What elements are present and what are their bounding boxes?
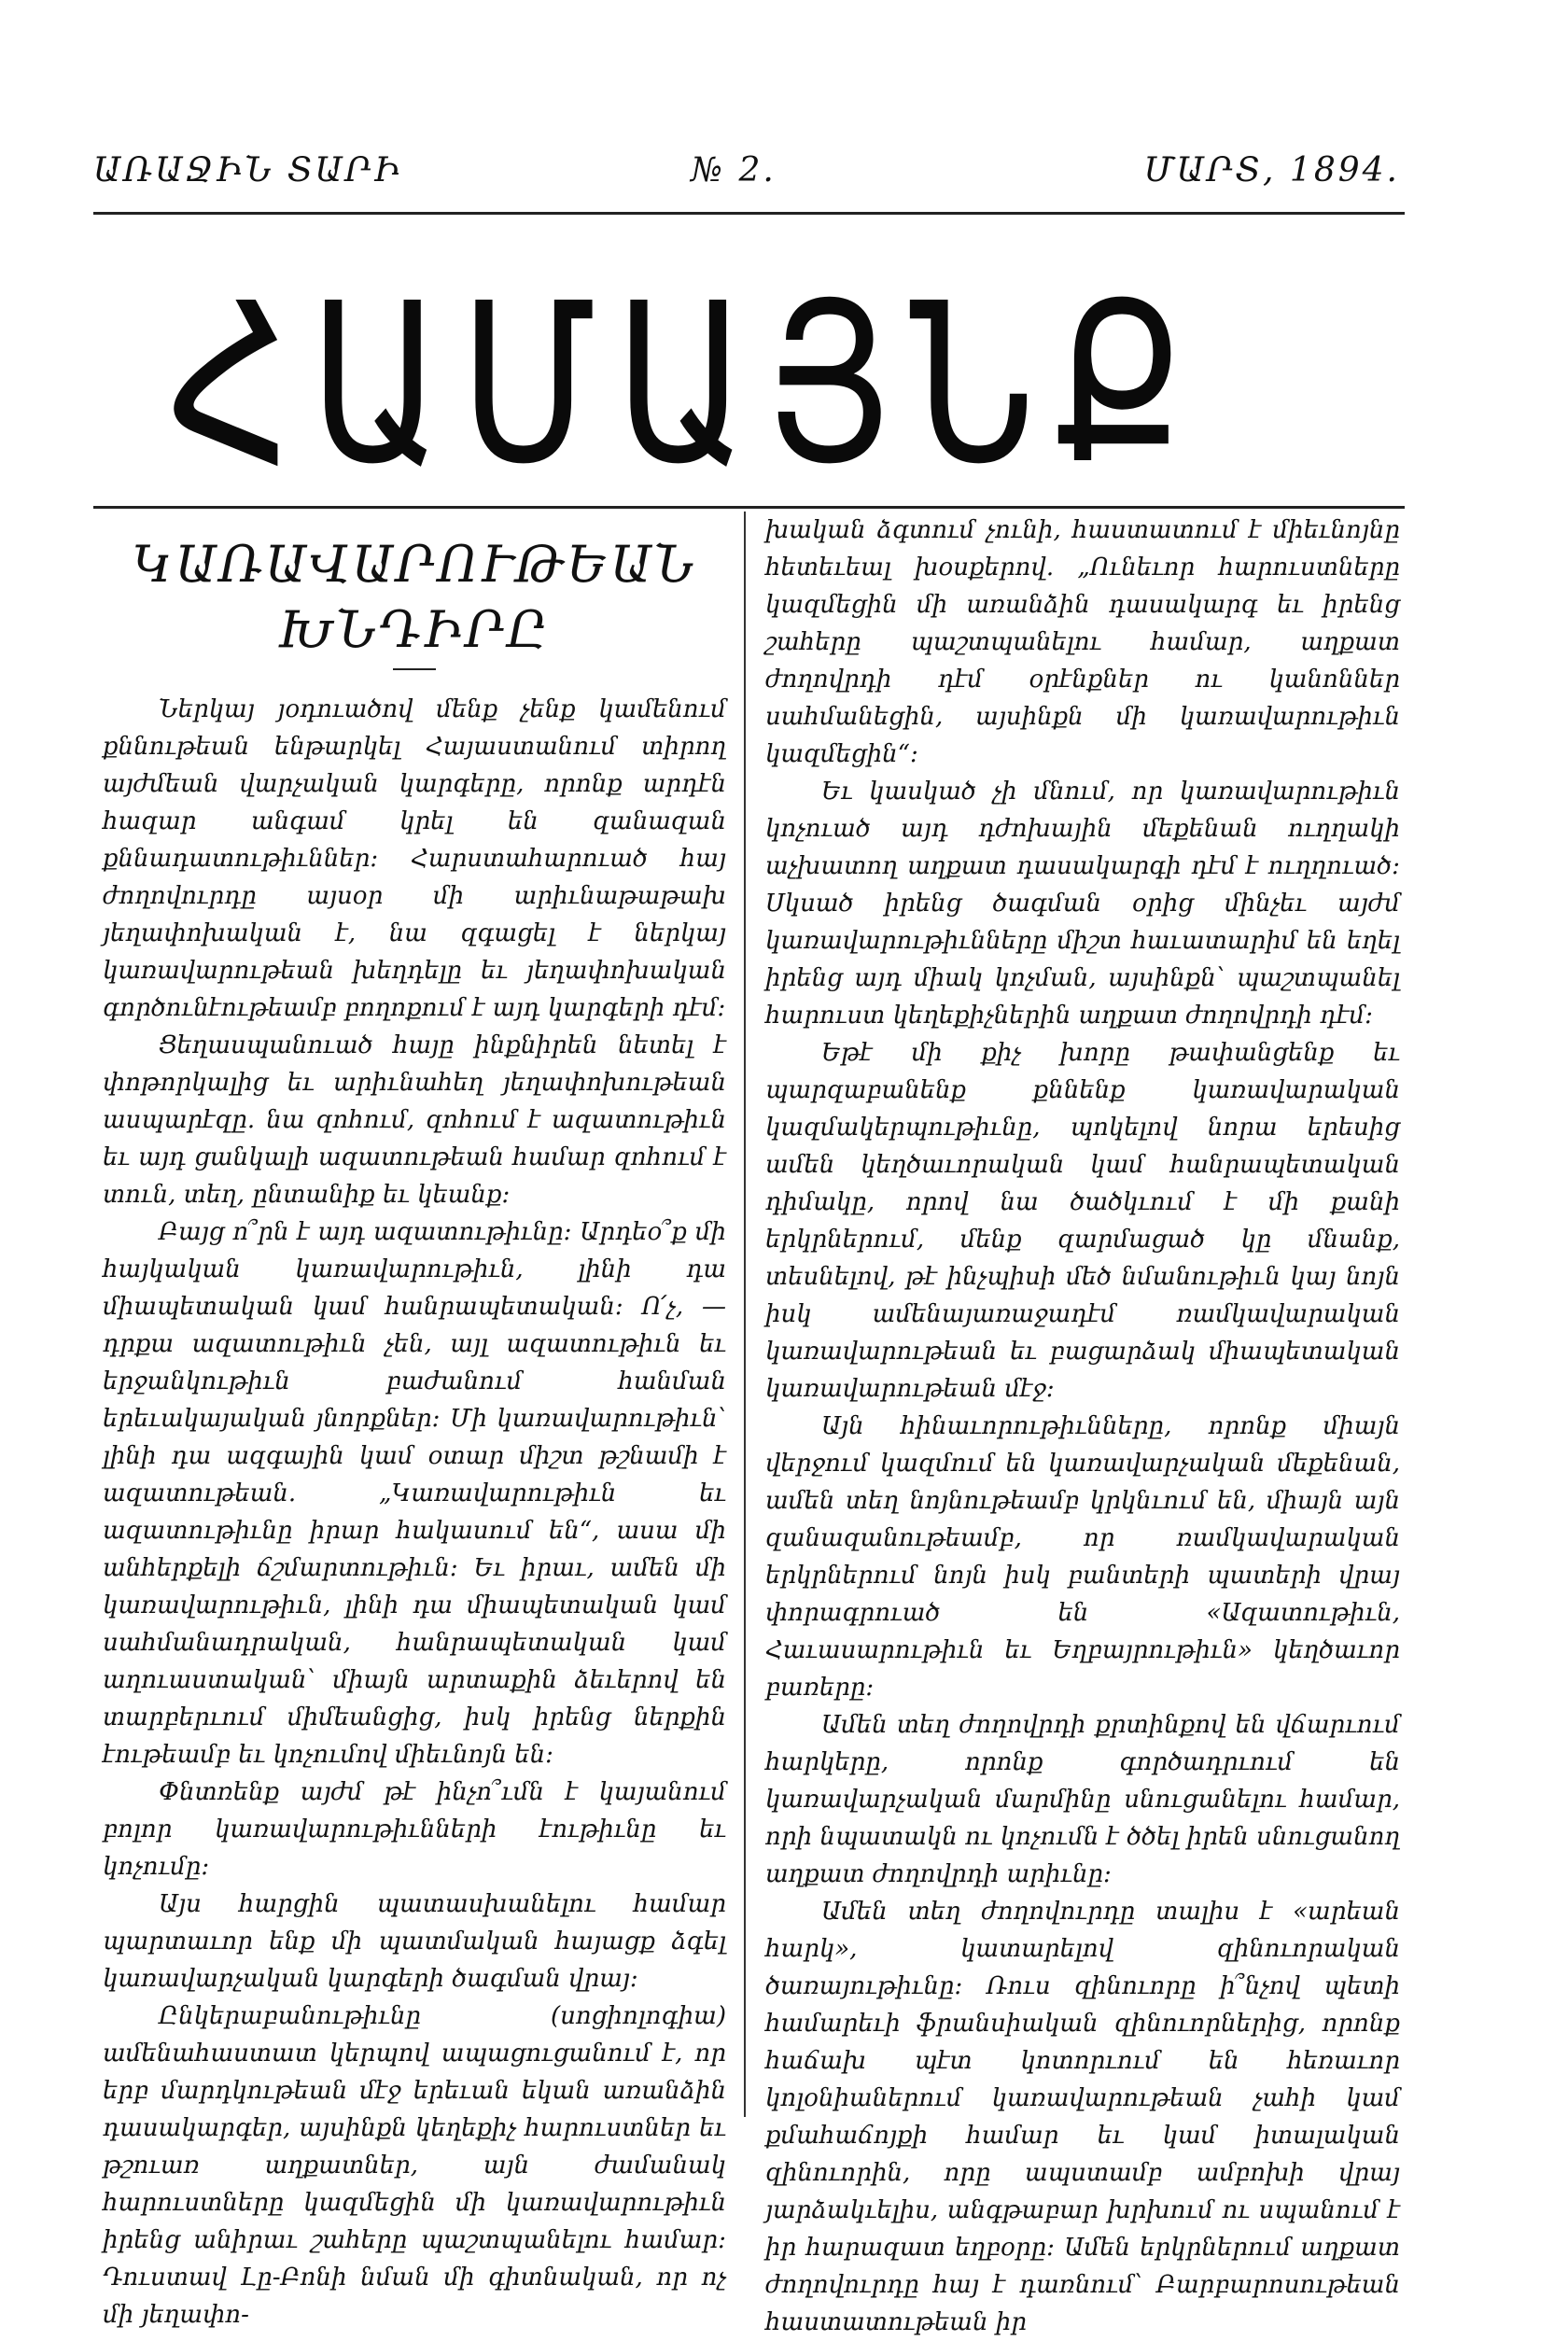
paragraph: Ամեն տեղ ժողովուրդը տալիս է «արեան հարկ», կատարելով զինուորական ծառայութիւնը։ Ռուս զինուորը ի՞նչով պետի համարեւի ֆրանսիական զինուորներից, որոնք հաճախ պէտ կոտորւում են հեռաւոր կոլօնիաներում կառավարութեան չահի կամ քմահաճոյքի համար եւ կամ իտալական զինուորին, որը ապստամբ ամբոխի վրայ յարձակւելիս, անգթաբար խրխում ու սպանում է իր հարազատ եղբօրը։ Ամեն երկրներում աղքատ ժողովուրդը հայ է դառնում՝ Բարբարոսութեան հաստատութեան իր <box>765 1898 1400 2336</box>
paragraph-continued: խական ձգտում չունի, հաստատում է միեւնոյնը հետեւեալ խօսքերով. „Ունեւոր հարուստները կազմեցին մի առանձին դասակարգ եւ իրենց շահերը պաշտպանելու համար, աղքատ ժողովրդի դէմ օրէնքներ ու կանոններ սահմանեցին, այսինքն մի կառավարութիւն կազմեցին“։ <box>765 516 1400 768</box>
paragraph: Բայց ո՞րն է այդ ազատութիւնը։ Արդեօ՞ք մի հայկական կառավարութիւն, լինի դա միապետական կամ հանրապետական։ Ո՛չ, — դրքա ազատութիւն չեն, այլ ազատութիւն եւ երջանկութիւն բաժանում հանման երեւակայական յնորքներ։ Մի կառավարութիւն՝ լինի դա ազգային կամ օտար միշտ թշնամի է ազատութեան. „Կառավարութիւն եւ ազատութիւնը իրար հակասում են“, ասա մի անհերքելի ճշմարտութիւն։ Եւ իրաւ, ամեն մի կառավարութիւն, լինի դա միապետական կամ սահմանադրական, հանրապետական կամ աղուաստական՝ միայն արտաքին ձեւերով են տարբերւում միմեանցից, իսկ իրենց ներքին էութեամբ եւ կոչումով միեւնոյն են։ <box>103 1218 726 1769</box>
paragraph: Այս հարցին պատասխանելու համար պարտաւոր ենք մի պատմական հայացք ձգել կառավարչական կարգերի ծագման վրայ։ <box>103 1890 726 1993</box>
right-column <box>765 512 1400 2341</box>
masthead-divider <box>93 506 1405 509</box>
column-divider <box>744 512 746 2117</box>
paragraph: Ներկայ յօդուածով մենք չենք կամենում քննութեան ենթարկել Հայաստանում տիրող այժմեան վարչական կարգերը, որոնք արդէն հազար անգամ կրել են զանազան քննադատութիւններ։ Հարստահարուած հայ ժողովուրդը այսօր մի արիւնաթաթախ յեղափոխական է, նա զգացել է ներկայ կառավարութեան խեղդելը եւ յեղափոխական գործունէութեամբ բողոքում է այդ կարգերի դէմ։ <box>103 695 726 1022</box>
paragraph: Փնտռենք այժմ թէ ինչո՞ւմն է կայանում բոլոր կառավարութիւնների էութիւնը եւ կոչումը։ <box>103 1778 726 1881</box>
header-divider <box>93 212 1405 215</box>
volume-label: ԱՌԱՋԻՆ ՏԱՐԻ <box>93 151 403 189</box>
issue-number: № 2. <box>691 151 777 189</box>
paragraph: Այն հինաւորութիւնները, որոնք միայն վերջում կազմում են կառավարչական մեքենան, ամեն տեղ նոյնութեամբ կրկնւում են, միայն այն զանազանութեամբ, որ ռամկավարական երկրներում նոյն իսկ բանտերի պատերի վրայ փորագրուած են «Ազատութիւն, Հաւասարութիւն եւ Եղբայրութիւն» կեղծաւոր բառերը։ <box>765 1412 1400 1702</box>
article-title: ԿԱՌԱՎԱՐՈՒԹԵԱՆ ԽՆԴԻՐԸ <box>132 535 697 659</box>
newspaper-masthead: ՀԱՄԱՅՆՔ <box>168 256 1203 512</box>
header-line <box>93 151 1400 217</box>
left-column <box>103 523 726 2334</box>
title-dash <box>393 668 436 670</box>
paragraph: Ընկերաբանութիւնը (սոցիոլոգիա) ամենահաստատ կերպով ապացուցանում է, որ երբ մարդկութեան մէջ երեւան եկան առանձին դասակարգեր, այսինքն կեղեքիչ հարուստներ եւ թշուառ աղքատներ, այն ժամանակ հարուստները կազմեցին մի կառավարութիւն իրենց անիրաւ շահերը պաշտպանելու համար։ Դուստավ Լը-Բոնի նման մի գիտնական, որ ոչ մի յեղափո- <box>103 2002 726 2329</box>
paragraph: Ցեղասպանուած հայը ինքնիրեն նետել է փոթորկալից եւ արիւնահեղ յեղափոխութեան ասպարէզը. նա զոհում, զոհում է ազատութիւն եւ այդ ցանկալի ազատութեան համար զոհում է տուն, տեղ, ընտանիք եւ կեանք։ <box>103 1031 726 1209</box>
paragraph: Եւ կասկած չի մնում, որ կառավարութիւն կոչուած այդ դժոխային մեքենան ուղղակի աչխատող աղքատ դասակարգի դէմ է ուղղուած։ Սկսած իրենց ծագման օրից մինչեւ այժմ կառավարութիւնները միշտ հաւատարիմ են եղել իրենց այդ միակ կոչման, այսինքն՝ պաշտպանել հարուստ կեղեքիչներին աղքատ ժողովրդի դէմ։ <box>765 778 1400 1030</box>
paragraph: Ամեն տեղ ժողովրդի քրտինքով են վճարւում հարկերը, որոնք գործադրւում են կառավարչական մարմինը սնուցանելու համար, որի նպատակն ու կոչումն է ծծել իրեն սնուցանող աղքատ ժողովրդի արիւնը։ <box>765 1711 1400 1888</box>
paragraph: Եթէ մի քիչ խորը թափանցենք եւ պարզաբանենք քննենք կառավարական կազմակերպութիւնը, պոկելով նորա երեսից ամեն կեղծաւորական կամ հանրապետական դիմակը, որով նա ծածկւում է մի քանի երկրներում, մենք զարմացած կը մնանք, տեսնելով, թէ ինչպիսի մեծ նմանութիւն կայ նոյն իսկ ամենայառաջադէմ ռամկավարական կառավարութեան եւ բացարձակ միապետական կառավարութեան մէջ։ <box>765 1039 1400 1403</box>
issue-date: ՄԱՐՏ, 1894. <box>1143 151 1400 189</box>
